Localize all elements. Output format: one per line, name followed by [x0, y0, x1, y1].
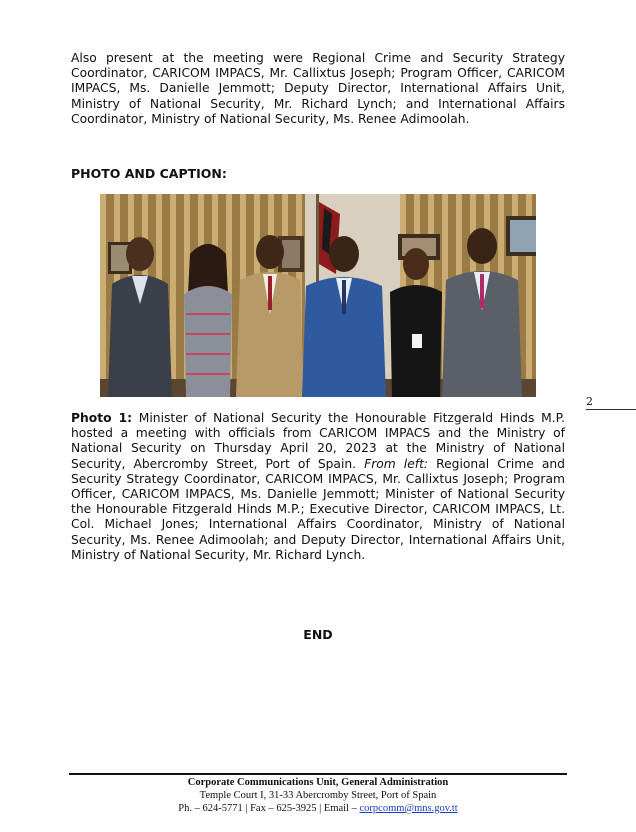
- footer-contact-text: Ph. – 624-5771 | Fax – 625-3925 | Email –: [178, 803, 360, 814]
- footer-email-link[interactable]: corpcomm@mns.gov.tt: [359, 803, 458, 814]
- caption-text-b: Regional Crime and Security Strategy Coordinator, CARICOM IMPACS, Mr. Callixtus Joseph; Program Officer, CARICOM IMPACS, Ms. Danielle Jemmott; Minister of National Security the Honourable Fitzgerald Hinds M.P.; Executive Director, CARICOM IMPACS, Lt. Col. Michael Jones; International Affairs Coordinator, Ministry of National Security, Ms. Renee Adimoolah; and Deputy Director, International Affairs Unit, Ministry of National Security, Mr. Richard Lynch.: [71, 456, 565, 562]
- footer-org: Corporate Communications Unit, General Administration: [187, 777, 449, 788]
- caption-text-a: Minister of National Security the Honourable Fitzgerald Hinds M.P. hosted a meeting with officials from CARICOM IMPACS and the Ministry of National Security on Thursday April 20, 2023 at the Ministry of National Security, Abercromby Street, Port of Spain.: [71, 411, 565, 471]
- footer-address: Temple Court I, 31-33 Abercromby Street, Port of Spain: [199, 790, 437, 801]
- section-heading: PHOTO AND CAPTION:: [71, 166, 227, 181]
- caption-emphasis: From left:: [364, 456, 429, 471]
- footer: [69, 776, 567, 815]
- end-marker: END: [303, 627, 333, 642]
- footer-contact: [69, 802, 567, 815]
- page-number: 2: [586, 395, 636, 410]
- intro-paragraph: Also present at the meeting were Regional Crime and Security Strategy Coordinator, CARICOM IMPACS, Mr. Callixtus Joseph; Program Officer, CARICOM IMPACS, Ms. Danielle Jemmott; Deputy Director, International Affairs Unit, Ministry of National Security, Mr. Richard Lynch; and International Affairs Coordinator, Ministry of National Security, Ms. Renee Adimoolah.: [71, 51, 565, 126]
- photo-caption: [71, 411, 565, 563]
- footer-divider: [69, 773, 567, 775]
- caption-label: Photo 1:: [71, 411, 133, 425]
- group-photo: [100, 194, 536, 397]
